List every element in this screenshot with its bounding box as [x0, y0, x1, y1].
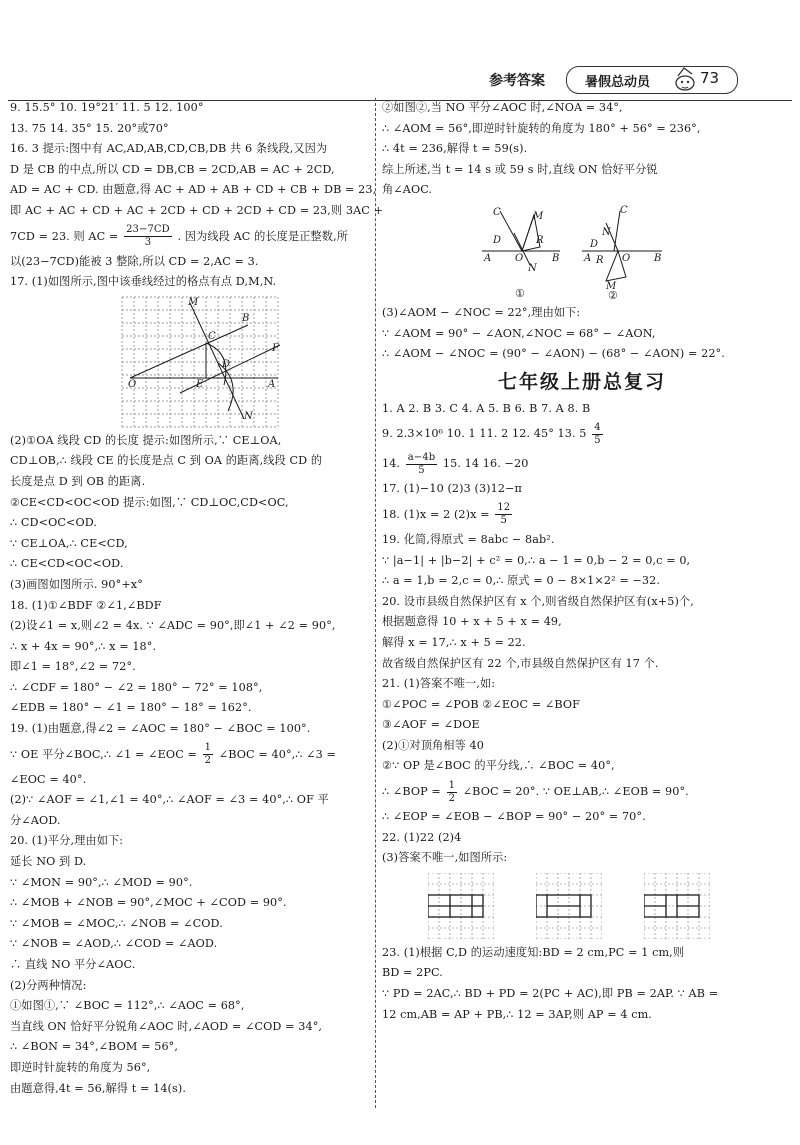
fig-label: C: [620, 204, 628, 216]
answer-line: (2)设∠1 = x,则∠2 = 4x. ∵ ∠ADC = 90°,即∠1 + ∠2 = 90°,: [10, 619, 336, 633]
answer-line: 即 AC + AC + CD + AC + 2CD + CD + 2CD + CD = 23,则 3AC +: [10, 203, 384, 217]
grid-figure-17: [10, 293, 370, 431]
fraction: [203, 742, 213, 767]
page-number: 73: [700, 69, 720, 87]
answer-line: 分∠AOD.: [10, 813, 61, 827]
answer-line: (3)答案不唯一,如图所示:: [382, 851, 508, 865]
answer-line: ∠EOC = 40°.: [10, 772, 87, 786]
text: 9. 2.3×10⁶ 10. 1 11. 2 12. 45° 13. 5: [382, 427, 587, 441]
answer-line: 即逆时针旋转的角度为 56°,: [10, 1060, 151, 1074]
figure-22-grids: [428, 873, 782, 939]
fraction: [447, 780, 457, 805]
answer-line: ∴ x + 4x = 90°,∴ x = 18°.: [10, 639, 157, 653]
numerator: 12: [497, 502, 511, 514]
answer-line: (2)∵ ∠AOF = ∠1,∠1 = 40°,∴ ∠AOF = ∠3 = 40°,∴ OF 平: [10, 793, 329, 807]
answer-line: ①如图①,∵ ∠BOC = 112°,∴ ∠AOC = 68°,: [10, 999, 245, 1013]
fraction: [124, 224, 172, 249]
answer-line: 解得 x = 17,∴ x + 5 = 22.: [382, 635, 526, 649]
section-title: 七年级上册总复习: [497, 370, 666, 393]
numerator: a−4b: [407, 451, 436, 463]
answer-line: ∠EDB = 180° − ∠1 = 180° − 18° = 162°.: [10, 701, 252, 715]
answer-line: (2)分两种情况:: [10, 978, 87, 992]
fig-label: R: [536, 234, 544, 246]
answer-line: [382, 500, 782, 530]
denominator: 2: [204, 755, 212, 767]
figure-20: [382, 201, 782, 303]
answer-line: ∵ CE⊥OA,∴ CE<CD,: [10, 536, 128, 550]
answer-line: 23. (1)根据 C,D 的运动速度知:BD = 2 cm,PC = 1 cm,则: [382, 945, 685, 959]
answer-line: AD = AC + CD. 由题意,得 AC + AD + AB + CD + CB + DB = 23,: [10, 183, 377, 197]
answer-line: 22. (1)22 (2)4: [382, 830, 462, 844]
answer-line: ∴ CE<CD<OC<OD.: [10, 557, 124, 571]
answer-line: ∴ ∠CDF = 180° − ∠2 = 180° − 72° = 108°,: [10, 680, 263, 694]
answer-line: ∴ ∠AOM = 56°,即逆时针旋转的角度为 180° + 56° = 236°,: [382, 121, 701, 135]
answer-line: D 是 CB 的中点,所以 CD = DB,CB = 2CD,AB = AC + 2CD,: [10, 162, 335, 176]
answer-line: 17. (1)−10 (2)3 (3)12−π: [382, 482, 522, 496]
denominator: 5: [418, 464, 425, 476]
answer-line: ∵ ∠MON = 90°,∴ ∠MOD = 90°.: [10, 875, 193, 889]
answer-line: 19. (1)由题意,得∠2 = ∠AOC = 180° − ∠BOC = 100°.: [10, 722, 311, 736]
fig-label: R: [596, 254, 604, 266]
fig-label: O: [128, 378, 137, 390]
answer-line: ∴ 4t = 236,解得 t = 59(s).: [382, 142, 528, 156]
fraction: [495, 502, 512, 527]
answer-line: 故省级自然保护区有 22 个,市县级自然保护区有 17 个.: [382, 656, 659, 670]
fig-label: M: [188, 296, 199, 308]
answer-line: [10, 740, 370, 770]
denominator: 2: [448, 792, 456, 804]
fig-label: F: [272, 342, 279, 354]
answer-line: ∴ ∠BON = 34°,∠BOM = 56°,: [10, 1040, 179, 1054]
fig-label: D: [493, 234, 502, 246]
numerator: 1: [448, 779, 456, 791]
answer-line: 以(23−7CD)能被 3 整除,所以 CD = 2,AC = 3.: [10, 254, 259, 268]
numerator: 1: [204, 742, 212, 754]
fraction: [592, 422, 602, 447]
right-column: [382, 98, 782, 1025]
text: ∠BOC = 40°,∴ ∠3 =: [218, 747, 336, 761]
numerator: 23−7CD: [126, 224, 170, 236]
fig-label: B: [242, 312, 250, 324]
answer-line: 根据题意得 10 + x + 5 + x = 49,: [382, 615, 562, 629]
fig-label: B: [552, 252, 560, 264]
answer-line: [10, 222, 370, 252]
answer-line: 12 cm,AB = AP + PB,∴ 12 = 3AP,则 AP = 4 cm.: [382, 1007, 652, 1021]
answer-line: ①∠POC = ∠POB ②∠EOC = ∠BOF: [382, 697, 581, 711]
angle-figures-20: [382, 201, 782, 303]
answer-line: ∵ |a−1| + |b−2| + c² = 0,∴ a − 1 = 0,b − 2 = 0,c = 0,: [382, 553, 691, 567]
answer-line: 19. 化简,得原式 = 8abc − 8ab².: [382, 532, 555, 546]
answer-line: (2)①OA 线段 CD 的长度 提示:如图所示,∵ CE⊥OA,: [10, 433, 282, 447]
answer-line: BD = 2PC.: [382, 966, 443, 980]
text: . 因为线段 AC 的长度是正整数,所: [177, 229, 349, 243]
fig-label: E: [196, 378, 204, 390]
answer-line: 18. (1)①∠BDF ②∠1,∠BDF: [10, 598, 162, 612]
answer-line: 1. A 2. B 3. C 4. A 5. B 6. B 7. A 8. B: [382, 401, 591, 415]
fig-label: ①: [515, 286, 525, 300]
answer-line: 延长 NO 到 D.: [10, 855, 87, 869]
answer-line: ∴ 直线 NO 平分∠AOC.: [10, 958, 136, 971]
fig-label: N: [528, 262, 537, 274]
fig-label: O: [622, 252, 631, 264]
answer-line: ②CE<CD<OC<OD 提示:如图,∵ CD⊥OC,CD<OC,: [10, 495, 289, 509]
answer-line: ∵ ∠AOM = 90° − ∠AON,∠NOC = 68° − ∠AON,: [382, 326, 656, 340]
answer-line: [382, 449, 782, 479]
answer-line: 17. (1)如图所示,图中该垂线经过的格点有点 D,M,N.: [10, 275, 277, 289]
fig-label: D: [222, 358, 231, 370]
answer-line: (3)画图如图所示. 90°+x°: [10, 577, 143, 591]
numerator: 4: [594, 421, 601, 433]
fig-label: B: [654, 252, 662, 264]
fig-label: N: [602, 226, 611, 238]
fig-label: C: [208, 330, 216, 342]
answer-line: 20. 设市县级自然保护区有 x 个,则省级自然保护区有(x+5)个,: [382, 594, 694, 608]
figure-17: [10, 293, 370, 431]
denominator: 5: [594, 434, 601, 446]
answer-line: 由题意得,4t = 56,解得 t = 14(s).: [10, 1081, 186, 1095]
answer-line: 21. (1)答案不唯一,如:: [382, 677, 496, 691]
answer-line: [382, 777, 782, 807]
fig-label: A: [268, 378, 276, 390]
answer-line: ∵ ∠NOB = ∠AOD,∴ ∠COD = ∠AOD.: [10, 937, 218, 951]
header-title: 参考答案: [489, 73, 545, 89]
answer-line: (3)∠AOM − ∠NOC = 22°,理由如下:: [382, 305, 581, 319]
fig-label: M: [533, 210, 544, 222]
left-column: [10, 98, 384, 1099]
text: ∴ ∠BOP =: [382, 785, 441, 799]
fig-label: C: [493, 206, 501, 218]
page-header: [0, 62, 800, 98]
answer-line: ②如图②,当 NO 平分∠AOC 时,∠NOA = 34°,: [382, 101, 623, 114]
column-divider: [375, 98, 376, 1108]
fig-label: A: [484, 252, 492, 264]
answer-line: [382, 419, 782, 449]
answer-line: 长度是点 D 到 OB 的距离.: [10, 474, 146, 488]
answer-line: 13. 75 14. 35° 15. 20°或70°: [10, 121, 169, 135]
answer-line: ∴ CD<OC<OD.: [10, 516, 98, 530]
answer-line: ③∠AOF = ∠DOE: [382, 718, 480, 732]
fig-label: D: [590, 238, 599, 250]
denominator: 3: [144, 237, 152, 249]
grid-figure-22b: [536, 873, 602, 939]
answer-line: 16. 3 提示:图中有 AC,AD,AB,CD,CB,DB 共 6 条线段,又因为: [10, 142, 328, 156]
answer-line: CD⊥OB,∴ 线段 CE 的长度是点 C 到 OA 的距离,线段 CD 的: [10, 454, 323, 468]
fig-label: A: [584, 252, 592, 264]
fraction: [406, 452, 438, 477]
answer-line: 综上所述,当 t = 14 s 或 59 s 时,直线 ON 恰好平分锐: [382, 162, 658, 176]
grid-figure-22a: [428, 873, 494, 939]
answer-line: ∴ ∠EOP = ∠EOB − ∠BOP = 90° − 20° = 70°.: [382, 810, 646, 824]
answer-line: 角∠AOC.: [382, 183, 433, 197]
text: ∵ OE 平分∠BOC,∴ ∠1 = ∠EOC =: [10, 747, 197, 761]
answer-line: ∴ a = 1,b = 2,c = 0,∴ 原式 = 0 − 8×1×2² = −32.: [382, 574, 661, 588]
answer-line: 9. 15.5° 10. 19°21′ 11. 5 12. 100°: [10, 101, 204, 114]
fig-label: ②: [608, 288, 618, 302]
text: 7CD = 23. 则 AC =: [10, 229, 119, 243]
denominator: 5: [500, 515, 508, 527]
text: 14.: [382, 457, 401, 471]
text: 18. (1)x = 2 (2)x =: [382, 507, 490, 521]
answer-line: ∴ ∠MOB + ∠NOB = 90°,∠MOC + ∠COD = 90°.: [10, 896, 287, 910]
answer-line: ∴ ∠AOM − ∠NOC = (90° − ∠AON) − (68° − ∠AON) = 22°.: [382, 347, 725, 361]
mascot-icon: [670, 64, 700, 94]
text: 15. 14 16. −20: [442, 457, 529, 471]
answer-line: ∵ ∠MOB = ∠MOC,∴ ∠NOB = ∠COD.: [10, 916, 223, 930]
answer-line: 即∠1 = 18°,∠2 = 72°.: [10, 660, 136, 674]
header-subtitle: 暑假总动员: [585, 75, 651, 90]
answer-line: (2)①对顶角相等 40: [382, 738, 484, 752]
answer-line: 20. (1)平分,理由如下:: [10, 834, 124, 848]
fig-label: O: [515, 252, 524, 264]
fig-label: M: [606, 280, 617, 292]
fig-label: N: [244, 410, 253, 422]
text: ∠BOC = 20°. ∵ OE⊥AB,∴ ∠EOB = 90°.: [462, 785, 689, 799]
answer-line: 当直线 ON 恰好平分锐角∠AOC 时,∠AOD = ∠COD = 34°,: [10, 1019, 323, 1033]
answer-line: ②∵ OP 是∠BOC 的平分线,∴ ∠BOC = 40°,: [382, 759, 615, 773]
answer-line: ∵ PD = 2AC,∴ BD + PD = 2(PC + AC),即 PB = 2AP. ∵ AB =: [382, 987, 719, 1001]
grid-figure-22c: [644, 873, 710, 939]
